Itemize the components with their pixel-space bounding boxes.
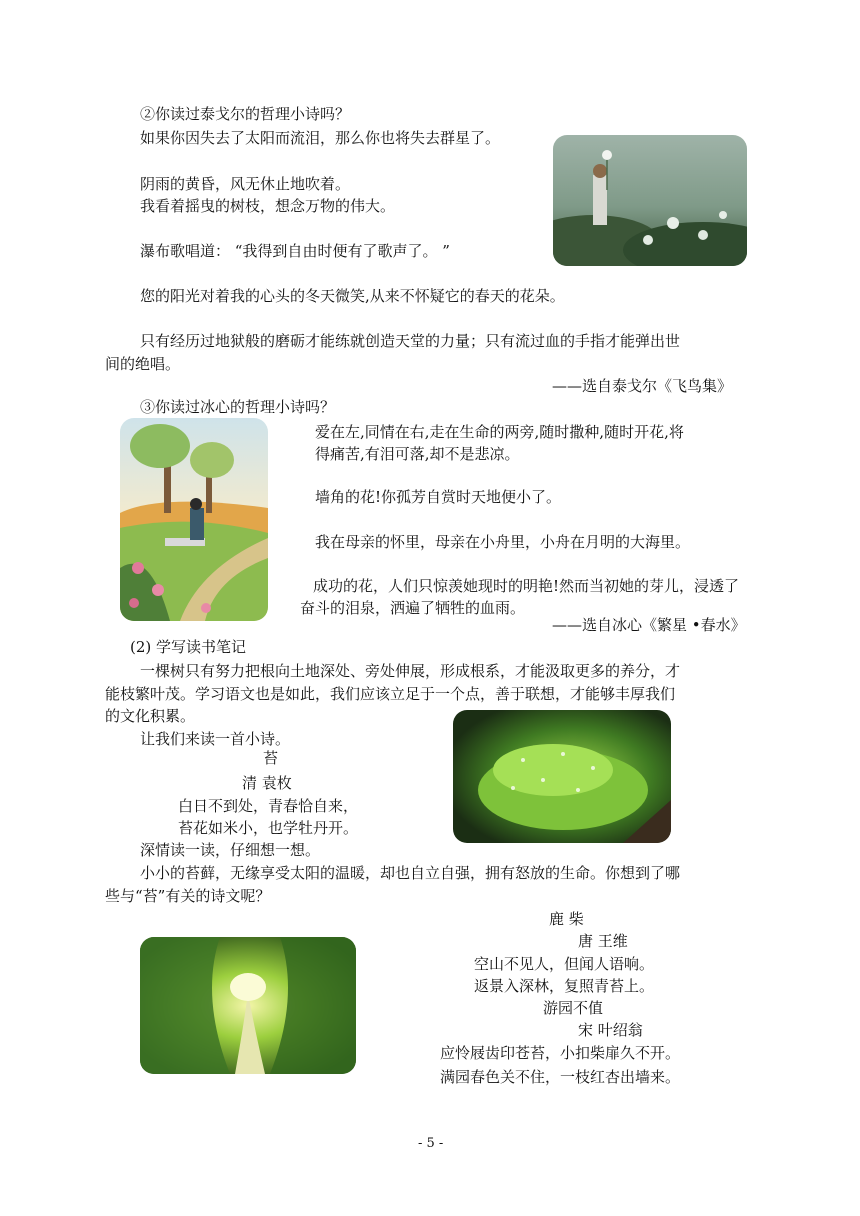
bingxin-line: 奋斗的泪泉，洒遍了牺牲的血雨。: [300, 599, 526, 617]
girl-in-meadow-image: [120, 418, 268, 621]
poem2-line: 返景入深林，复照青苔上。: [474, 977, 655, 995]
tagore-line: 只有经历过地狱般的磨砺才能练就创造天堂的力量；只有流过血的手指才能弹出世: [140, 332, 681, 350]
notes-paragraph-line: 些与“苔”有关的诗文呢？: [105, 887, 271, 905]
moss-image: [453, 710, 671, 843]
poem2-title: 鹿 柴: [549, 910, 584, 928]
notes-paragraph-line: 一棵树只有努力把根向土地深处、旁处伸展，形成根系，才能汲取更多的养分，才: [140, 662, 681, 680]
tagore-line: 间的绝唱。: [105, 355, 181, 373]
tagore-heading: ②你读过泰戈尔的哲理小诗吗？: [140, 105, 351, 123]
page-number: - 5 -: [418, 1136, 444, 1151]
forest-path-image: [140, 937, 356, 1074]
bingxin-line: 得痛苦,有泪可落,却不是悲凉。: [315, 445, 520, 463]
poem2-author: 唐 王维: [578, 932, 628, 950]
bingxin-line: 墙角的花!你孤芳自赏时天地便小了。: [315, 488, 562, 506]
poem-author: 清 袁枚: [242, 774, 292, 792]
bingxin-line: 我在母亲的怀里，母亲在小舟里，小舟在月明的大海里。: [315, 533, 691, 551]
notes-reflect: 深情读一读，仔细想一想。: [140, 841, 321, 859]
poem3-title: 游园不值: [543, 999, 604, 1017]
bingxin-source: ——选自冰心《繁星 •春水》: [552, 616, 746, 634]
poem2-line: 空山不见人，但闻人语响。: [474, 955, 655, 973]
tagore-line: 如果你因失去了太阳而流泪，那么你也将失去群星了。: [140, 129, 501, 147]
bingxin-line: 爱在左,同情在右,走在生命的两旁,随时撒种,随时开花,将: [315, 423, 684, 441]
poem3-author: 宋 叶绍翁: [578, 1021, 643, 1039]
tagore-line: 您的阳光对着我的心头的冬天微笑,从来不怀疑它的春天的花朵。: [140, 287, 565, 305]
tagore-line: 我看着摇曳的树枝，想念万物的伟大。: [140, 197, 396, 215]
notes-paragraph-line: 能枝繁叶茂。学习语文也是如此，我们应该立足于一个点，善于联想，才能够丰厚我们: [105, 685, 676, 703]
tagore-line: 瀑布歌唱道： “我得到自由时便有了歌声了。 ”: [140, 242, 450, 260]
poem3-line: 满园春色关不住，一枝红杏出墙来。: [440, 1068, 681, 1086]
notes-paragraph-line: 小小的苔藓，无缘享受太阳的温暖，却也自立自强，拥有怒放的生命。你想到了哪: [140, 864, 681, 882]
poem-line: 白日不到处，青春恰自来，: [178, 797, 359, 815]
poem-title: 苔: [263, 749, 279, 767]
bingxin-line: 成功的花，人们只惊羡她现时的明艳!然而当初她的芽儿，浸透了: [313, 577, 740, 595]
bingxin-heading: ③你读过冰心的哲理小诗吗？: [140, 398, 336, 416]
poem-line: 苔花如米小，也学牡丹开。: [178, 819, 359, 837]
tagore-source: ——选自泰戈尔《飞鸟集》: [552, 377, 733, 395]
notes-intro: 让我们来读一首小诗。: [140, 730, 291, 748]
notes-paragraph-line: 的文化积累。: [105, 707, 196, 725]
notes-heading: (2) 学写读书笔记: [130, 638, 247, 656]
poem3-line: 应怜屐齿印苍苔，小扣柴扉久不开。: [440, 1044, 681, 1062]
tagore-line: 阴雨的黄昏，风无休止地吹着。: [140, 175, 351, 193]
boy-with-flower-image: [553, 135, 747, 266]
